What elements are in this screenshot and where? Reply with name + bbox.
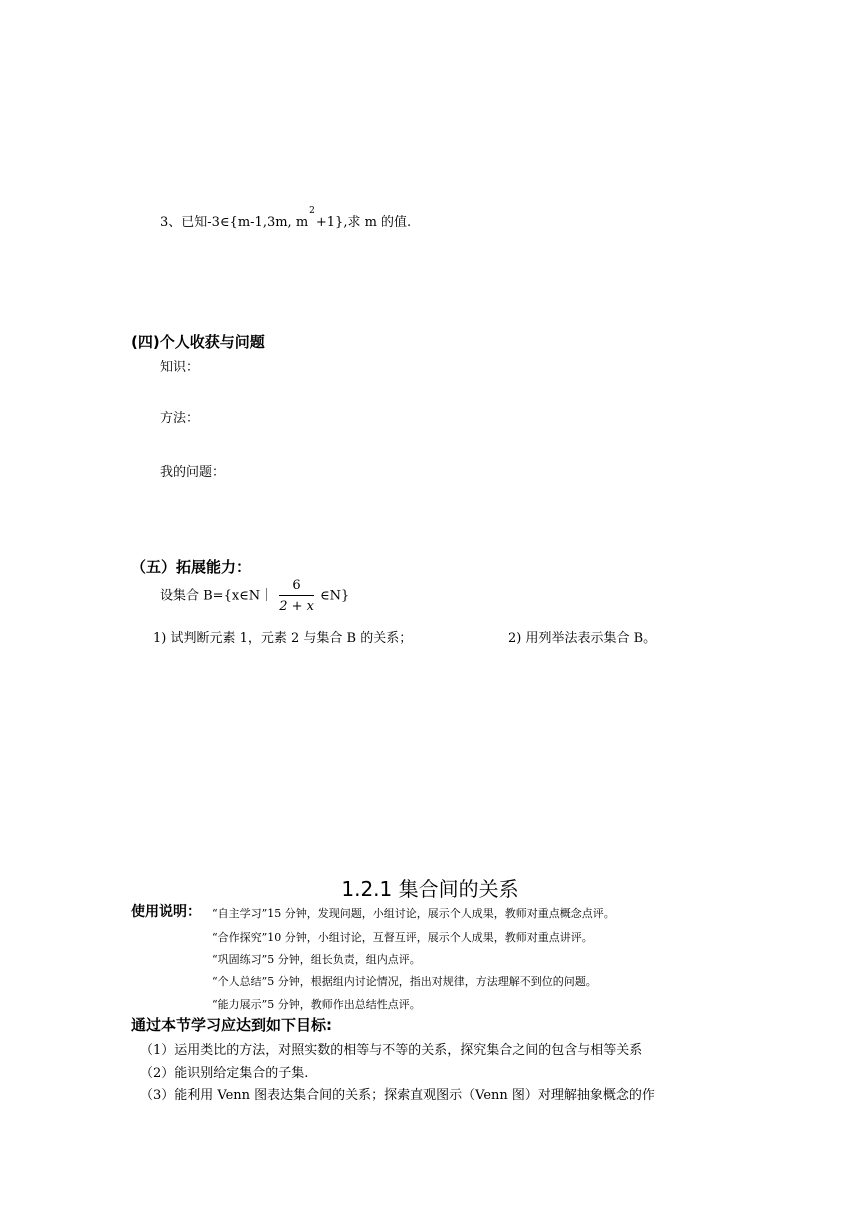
set-prefix: 设集合 B={x∈N｜ bbox=[160, 588, 274, 604]
set-suffix: ∈N} bbox=[319, 588, 350, 604]
problem-3-suffix: +1},求 m 的值. bbox=[315, 215, 412, 230]
fraction-denominator: 2 + x bbox=[279, 599, 314, 614]
fraction bbox=[279, 578, 314, 614]
fraction-numerator: 6 bbox=[279, 578, 314, 596]
problem-3-prefix: 3、已知-3∈{m-1,3m, m bbox=[160, 215, 309, 230]
goals-heading: 通过本节学习应达到如下目标: bbox=[131, 1016, 332, 1034]
usage-line: “个人总结”5 分钟，根据组内讨论情况，指出对规律，方法理解不到位的问题。 bbox=[212, 975, 597, 988]
lesson-title: 1.2.1 集合间的关系 bbox=[341, 877, 519, 901]
set-definition bbox=[160, 578, 349, 614]
goal-item: （3）能利用 Venn 图表达集合间的关系；探索直观图示（Venn 图）对理解抽象概念的作 bbox=[140, 1088, 655, 1103]
goal-item: （1）运用类比的方法，对照实数的相等与不等的关系，探究集合之间的包含与相等关系 bbox=[140, 1043, 643, 1058]
usage-line: “能力展示”5 分钟，教师作出总结性点评。 bbox=[212, 998, 421, 1011]
knowledge-label: 知识： bbox=[160, 360, 200, 375]
problem-3-exponent: 2 bbox=[309, 205, 315, 216]
section-4-heading: (四)个人收获与问题 bbox=[131, 333, 265, 351]
usage-line: “合作探究”10 分钟，小组讨论，互督互评，展示个人成果，教师对重点讲评。 bbox=[212, 931, 593, 944]
my-question-label: 我的问题： bbox=[160, 465, 226, 480]
question-1: 1) 试判断元素 1，元素 2 与集合 B 的关系； bbox=[153, 631, 413, 646]
problem-3 bbox=[160, 205, 412, 230]
method-label: 方法： bbox=[160, 411, 200, 426]
goal-item: （2）能识别给定集合的子集. bbox=[140, 1066, 309, 1081]
usage-line: “自主学习”15 分钟，发现问题，小组讨论，展示个人成果，教师对重点概念点评。 bbox=[212, 907, 615, 920]
question-2: 2) 用列举法表示集合 B。 bbox=[508, 631, 657, 646]
usage-label: 使用说明： bbox=[131, 904, 201, 920]
usage-line: “巩固练习”5 分钟，组长负责，组内点评。 bbox=[212, 953, 421, 966]
section-5-heading: （五）拓展能力： bbox=[131, 558, 252, 576]
